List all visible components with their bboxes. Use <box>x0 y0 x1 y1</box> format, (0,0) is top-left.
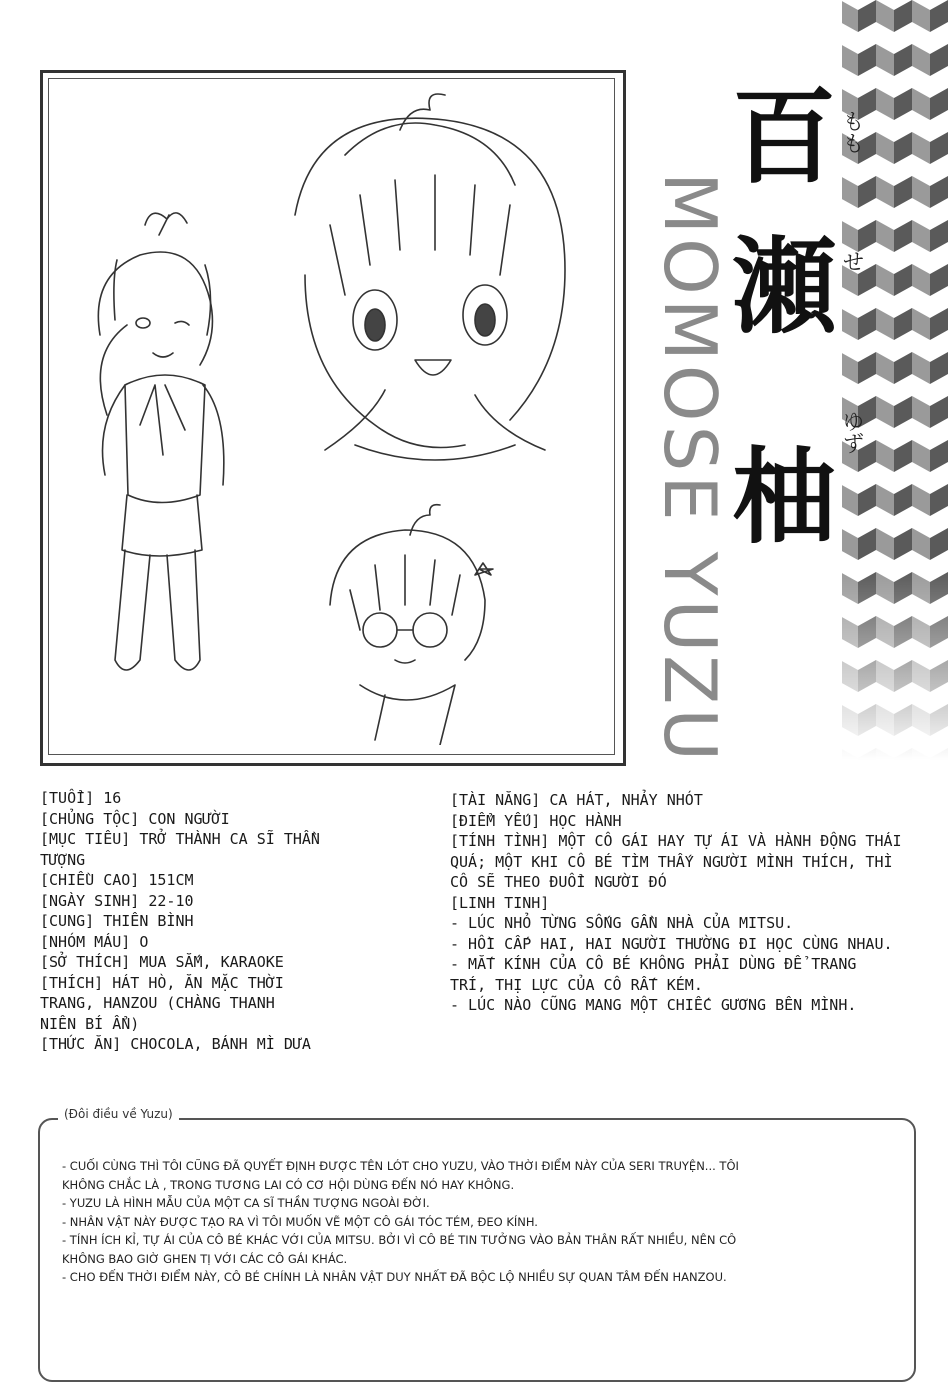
glasses-chibi-sketch <box>330 505 493 745</box>
author-note-body <box>62 1157 862 1287</box>
profile-line: NIÊN BÍ ẨN) <box>40 1014 140 1033</box>
profile-line: [MỤC TIÊU] TRỞ THÀNH CA SĨ THẦN <box>40 830 320 848</box>
profile-line: TRÍ, THỊ LỰC CỦA CÔ RẤT KÉM. <box>450 975 703 994</box>
furigana-yuzu: ゆず <box>839 410 864 454</box>
profile-line: [THÍCH] HÁT HÒ, ĂN MẶC THỜI <box>40 973 284 992</box>
profile-line: [CUNG] THIÊN BÌNH <box>40 912 194 930</box>
profile-line: [CHIỀU CAO] 151CM <box>40 871 194 889</box>
kanji-se: 瀬 <box>732 225 837 348</box>
note-line: - NHÂN VẬT NÀY ĐƯỢC TẠO RA VÌ TÔI MUỐN VẼ MỘT CÔ GÁI TÓC TÉM, ĐEO KÍNH. <box>62 1214 538 1229</box>
profile-line: [NHÓM MÁU] O <box>40 932 149 951</box>
full-body-sketch <box>98 213 224 670</box>
furigana-se: せ <box>839 250 864 272</box>
profile-line: [LINH TINH] <box>450 893 550 912</box>
profile-line: TRANG, HANZOU (CHÀNG THANH <box>40 994 275 1012</box>
profile-line: [TÍNH TÌNH] MỘT CÔ GÁI HAY TỰ ÁI VÀ HÀNH ĐỘNG THÁI <box>450 832 902 850</box>
romaji-name-column <box>648 150 732 766</box>
profile-line: [THỨC ĂN] CHOCOLA, BÁNH MÌ DƯA <box>40 1035 311 1053</box>
note-line: KHÔNG CHẮC LÀ , TRONG TƯƠNG LAI CÓ CƠ HỘI DÙNG ĐẾN NÓ HAY KHÔNG. <box>62 1177 515 1192</box>
furigana-momo: もも <box>839 110 864 154</box>
profile-line: - LÚC NÀO CŨNG MANG MỘT CHIẾC GƯƠNG BÊN MÌNH. <box>450 996 857 1014</box>
profile-line: [TÀI NĂNG] CA HÁT, NHẢY NHÓT <box>450 791 703 809</box>
author-note-title: (Đôi điều về Yuzu) <box>58 1107 179 1121</box>
character-sketches <box>55 85 610 745</box>
profile-line: QUÁ; MỘT KHI CÔ BÉ TÌM THẤY NGƯỜI MÌNH THÍCH, THÌ <box>450 852 893 871</box>
note-line: - CHO ĐẾN THỜI ĐIỂM NÀY, CÔ BÉ CHÍNH LÀ NHÂN VẬT DUY NHẤT ĐÃ BỘC LỘ NHIỀU SỰ QUAN TÂM ĐẾN HANZOU. <box>62 1270 727 1284</box>
note-line: - CUỐI CÙNG THÌ TÔI CŨNG ĐÃ QUYẾT ĐỊNH ĐƯỢC TÊN LÓT CHO YUZU, VÀO THỜI ĐIỂM NÀY CỦA SERI TRUYỆN... TÔI <box>62 1159 739 1173</box>
profile-line: [SỞ THÍCH] MUA SẮM, KARAOKE <box>40 953 284 971</box>
profile-line: - MẮT KÍNH CỦA CÔ BÉ KHÔNG PHẢI DÙNG ĐỂ TRANG <box>450 955 857 973</box>
note-line: KHÔNG BAO GIỜ GHEN TỊ VỚI CÁC CÔ GÁI KHÁC. <box>62 1251 348 1266</box>
name-kanji <box>732 75 842 610</box>
profile-line: [CHỦNG TỘC] CON NGƯỜI <box>40 809 230 828</box>
profile-line: - HỒI CẤP HAI, HAI NGƯỜI THƯỜNG ĐI HỌC CÙNG NHAU. <box>450 934 893 953</box>
note-line: - TÍNH ÍCH KỈ, TỰ ÁI CỦA CÔ BÉ KHÁC VỚI CỦA MITSU. BỞI VÌ CÔ BÉ TIN TƯỞNG VÀO BẢN THÂN RẤT NHIỀU, NÊN CÔ <box>62 1233 737 1247</box>
profile-line: [TUỔI] 16 <box>40 789 122 807</box>
profile-right <box>450 790 905 1016</box>
profile-line: [NGÀY SINH] 22-10 <box>40 891 194 910</box>
profile-line: - LÚC NHỎ TỪNG SỐNG GẦN NHÀ CỦA MITSU. <box>450 914 794 932</box>
profile-left <box>40 788 400 1055</box>
kanji-momo: 百 <box>732 75 837 198</box>
profile-line: TƯỢNG <box>40 850 86 869</box>
romaji-name: MOMOSE YUZU <box>648 172 732 766</box>
face-closeup-sketch <box>295 94 565 460</box>
note-line: - YUZU LÀ HÌNH MẪU CỦA MỘT CA SĨ THẦN TƯỢNG NGOÀI ĐỜI. <box>62 1196 430 1210</box>
profile-line: CÔ SẼ THEO ĐUỔI NGƯỜI ĐÓ <box>450 873 667 891</box>
kanji-yuzu: 柚 <box>732 435 837 558</box>
profile-line: [ĐIỂM YẾU] HỌC HÀNH <box>450 811 622 830</box>
